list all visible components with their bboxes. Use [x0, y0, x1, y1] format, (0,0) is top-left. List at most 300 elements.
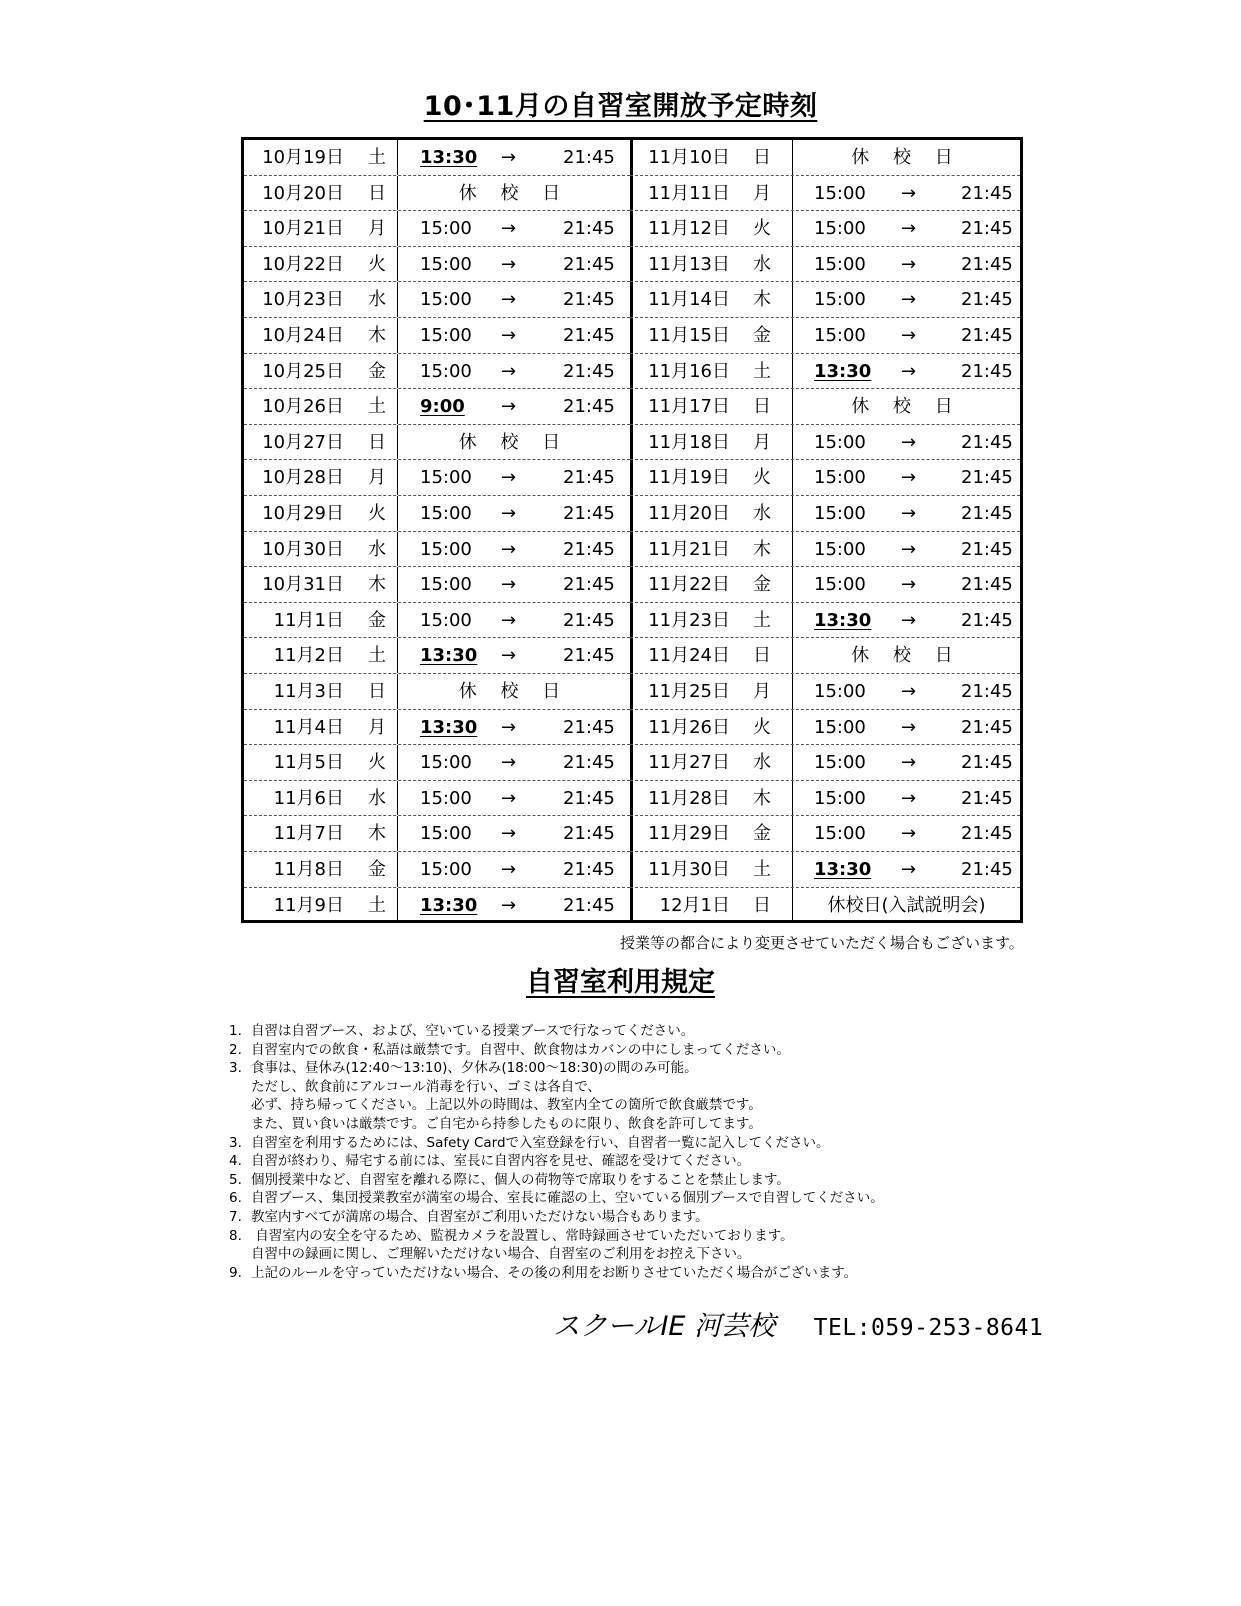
arrow: → [501, 325, 517, 346]
time-cell [792, 638, 1020, 673]
open-time: 15:00 [814, 503, 866, 524]
close-time: 21:45 [961, 787, 1013, 809]
rule-item [229, 1041, 884, 1060]
time-cell [792, 532, 1020, 567]
date-cell: 10月19日 [262, 147, 344, 168]
arrow: → [501, 609, 517, 631]
weekday-cell: 日 [753, 645, 771, 667]
date-cell: 11月29日 [648, 823, 730, 845]
open-time: 13:30 [814, 859, 872, 880]
weekday-cell: 土 [753, 609, 771, 631]
close-time: 21:45 [563, 467, 615, 489]
schedule-row [630, 176, 1020, 212]
date-cell: 10月24日 [262, 325, 344, 346]
weekday-cell: 水 [753, 503, 771, 524]
time-cell [792, 567, 1020, 602]
weekday-cell: 土 [753, 360, 771, 382]
time-cell [397, 140, 630, 175]
date-cell: 11月5日 [273, 752, 344, 774]
arrow: → [901, 716, 917, 738]
arrow: → [501, 360, 517, 382]
rule-number: 1. [229, 1023, 242, 1039]
close-time: 21:45 [563, 752, 615, 774]
schedule-row [630, 318, 1020, 354]
closed-label: 休 校 日 [458, 431, 570, 453]
arrow: → [501, 645, 517, 667]
arrow: → [901, 467, 917, 489]
schedule-row [630, 282, 1020, 318]
time-cell [397, 496, 630, 531]
arrow: → [901, 787, 917, 809]
open-time: 13:30 [420, 716, 478, 738]
weekday-cell: 日 [753, 894, 771, 916]
date-cell: 11月30日 [648, 859, 730, 880]
rule-item [229, 1096, 884, 1115]
time-cell [397, 247, 630, 282]
schedule-row [244, 816, 630, 852]
time-cell [397, 745, 630, 780]
date-cell: 11月18日 [648, 431, 730, 453]
weekday-cell: 火 [368, 503, 386, 524]
weekday-cell: 火 [753, 218, 771, 240]
closed-label: 休 校 日 [851, 396, 962, 418]
weekday-cell: 日 [753, 396, 771, 418]
closed-label: 休 校 日 [458, 681, 570, 702]
close-time: 21:45 [563, 823, 615, 845]
schedule-row [244, 781, 630, 817]
time-cell [397, 532, 630, 567]
arrow: → [901, 325, 917, 346]
close-time: 21:45 [961, 609, 1013, 631]
time-cell [397, 638, 630, 673]
date-cell: 11月9日 [273, 894, 344, 916]
rule-item [229, 1208, 884, 1227]
date-cell: 10月31日 [262, 574, 344, 596]
schedule-column-left [244, 140, 633, 920]
time-cell [397, 318, 630, 353]
close-time: 21:45 [563, 218, 615, 240]
time-cell [792, 460, 1020, 495]
time-cell [792, 425, 1020, 460]
open-time: 9:00 [420, 396, 465, 418]
rule-number: 7. [229, 1208, 242, 1225]
schedule-row [630, 888, 1020, 924]
open-time: 13:30 [420, 147, 478, 168]
close-time: 21:45 [563, 609, 615, 631]
school-name: スクールIE 河芸校 [553, 1311, 776, 1342]
schedule-row [244, 354, 630, 390]
open-time: 15:00 [814, 823, 866, 845]
date-cell: 11月20日 [648, 503, 730, 524]
schedule-row [630, 460, 1020, 496]
open-time: 15:00 [420, 859, 472, 880]
arrow: → [501, 574, 517, 596]
schedule-table [241, 137, 1023, 923]
page-title: 10･11月の自習室開放予定時刻 [423, 91, 818, 122]
schedule-row [244, 460, 630, 496]
weekday-cell: 月 [753, 182, 771, 204]
date-cell: 10月29日 [262, 503, 344, 524]
rule-number: 8. [229, 1227, 242, 1244]
weekday-cell: 金 [368, 859, 386, 880]
open-time: 13:30 [814, 609, 872, 631]
weekday-cell: 月 [368, 467, 386, 489]
arrow: → [901, 574, 917, 596]
time-cell [792, 496, 1020, 531]
date-cell: 10月27日 [262, 431, 344, 453]
arrow: → [901, 859, 917, 880]
schedule-row [244, 852, 630, 888]
arrow: → [501, 396, 517, 418]
rule-text: 自習室内での飲食・私語は厳禁です。自習中、飲食物はカバンの中にしまってください。 [251, 1041, 790, 1058]
rule-text: 自習中の録画に関し、ご理解いただけない場合、自習室のご利用をお控え下さい。 [251, 1246, 751, 1263]
time-cell [792, 603, 1020, 638]
date-cell: 11月10日 [648, 147, 730, 168]
date-cell: 10月22日 [262, 253, 344, 275]
time-cell [792, 389, 1020, 424]
weekday-cell: 月 [753, 681, 771, 702]
open-time: 13:30 [814, 360, 872, 382]
schedule-row [244, 603, 630, 639]
schedule-row [630, 425, 1020, 461]
close-time: 21:45 [961, 431, 1013, 453]
time-cell [792, 781, 1020, 816]
open-time: 15:00 [814, 752, 866, 774]
arrow: → [901, 431, 917, 453]
time-cell [397, 816, 630, 851]
weekday-cell: 木 [368, 823, 386, 845]
rule-number: 3. [229, 1060, 242, 1077]
arrow: → [901, 289, 917, 311]
schedule-row [630, 567, 1020, 603]
close-time: 21:45 [563, 325, 615, 346]
schedule-row [244, 140, 630, 176]
rule-text: 食事は、昼休み(12:40～13:10)、夕休み(18:00～18:30)の間のみ可能。 [251, 1060, 698, 1077]
weekday-cell: 水 [368, 538, 386, 560]
open-time: 15:00 [814, 538, 866, 560]
close-time: 21:45 [563, 396, 615, 418]
arrow: → [501, 467, 517, 489]
schedule-row [244, 567, 630, 603]
weekday-cell: 水 [368, 787, 386, 809]
schedule-row [244, 389, 630, 425]
rule-item [229, 1227, 884, 1246]
open-time: 15:00 [420, 218, 472, 240]
close-time: 21:45 [563, 503, 615, 524]
rule-item [229, 1134, 884, 1153]
weekday-cell: 日 [368, 431, 386, 453]
close-time: 21:45 [563, 253, 615, 275]
rule-text: 上記のルールを守っていただけない場合、その後の利用をお断りさせていただく場合がございます。 [251, 1264, 858, 1281]
closed-label: 休 校 日 [458, 182, 570, 204]
close-time: 21:45 [961, 325, 1013, 346]
arrow: → [501, 716, 517, 738]
close-time: 21:45 [961, 538, 1013, 560]
date-cell: 11月25日 [648, 681, 730, 702]
date-cell: 10月21日 [262, 218, 344, 240]
close-time: 21:45 [961, 218, 1013, 240]
schedule-row [244, 638, 630, 674]
arrow: → [501, 787, 517, 809]
rule-text: また、買い食いは厳禁です。ご自宅から持参したものに限り、飲食を許可してます。 [251, 1115, 762, 1132]
time-cell [397, 460, 630, 495]
date-cell: 11月6日 [273, 787, 344, 809]
arrow: → [501, 894, 517, 916]
weekday-cell: 水 [753, 752, 771, 774]
schedule-row [630, 852, 1020, 888]
schedule-row [244, 532, 630, 568]
time-cell [397, 603, 630, 638]
schedule-row [630, 354, 1020, 390]
time-cell [397, 852, 630, 887]
time-cell [397, 710, 630, 745]
close-time: 21:45 [563, 894, 615, 916]
close-time: 21:45 [961, 360, 1013, 382]
rule-number: 9. [229, 1264, 242, 1281]
arrow: → [901, 182, 917, 204]
weekday-cell: 木 [753, 538, 771, 560]
time-cell [792, 888, 1020, 924]
weekday-cell: 火 [368, 253, 386, 275]
schedule-row [630, 247, 1020, 283]
schedule-row [244, 496, 630, 532]
schedule-row [630, 532, 1020, 568]
time-cell [792, 852, 1020, 887]
rule-number: 3. [229, 1134, 242, 1151]
schedule-row [630, 781, 1020, 817]
arrow: → [901, 253, 917, 275]
weekday-cell: 土 [368, 396, 386, 418]
close-time: 21:45 [961, 823, 1013, 845]
close-time: 21:45 [961, 859, 1013, 880]
close-time: 21:45 [563, 787, 615, 809]
arrow: → [501, 253, 517, 275]
time-cell [792, 247, 1020, 282]
date-cell: 11月12日 [648, 218, 730, 240]
rule-item [229, 1189, 884, 1208]
rules-title: 自習室利用規定 [526, 967, 715, 998]
schedule-row [630, 389, 1020, 425]
arrow: → [501, 823, 517, 845]
date-cell: 11月22日 [648, 574, 730, 596]
open-time: 15:00 [814, 289, 866, 311]
close-time: 21:45 [563, 289, 615, 311]
open-time: 15:00 [814, 716, 866, 738]
close-time: 21:45 [961, 752, 1013, 774]
time-cell [792, 140, 1020, 175]
weekday-cell: 土 [368, 147, 386, 168]
close-time: 21:45 [563, 645, 615, 667]
date-cell: 10月20日 [262, 182, 344, 204]
closed-label: 休校日(入試説明会) [827, 894, 986, 916]
weekday-cell: 日 [368, 182, 386, 204]
arrow: → [901, 538, 917, 560]
arrow: → [901, 609, 917, 631]
rule-number: 6. [229, 1190, 242, 1207]
date-cell: 11月16日 [648, 360, 730, 382]
open-time: 15:00 [814, 431, 866, 453]
close-time: 21:45 [563, 716, 615, 738]
close-time: 21:45 [563, 859, 615, 880]
time-cell [792, 710, 1020, 745]
time-cell [792, 318, 1020, 353]
close-time: 21:45 [961, 574, 1013, 596]
arrow: → [901, 752, 917, 774]
time-cell [397, 781, 630, 816]
rule-text: 自習は自習ブース、および、空いている授業ブースで行なってください。 [251, 1023, 695, 1039]
date-cell: 12月1日 [659, 894, 730, 916]
rule-item [229, 1078, 884, 1097]
weekday-cell: 火 [753, 716, 771, 738]
date-cell: 11月4日 [273, 716, 344, 738]
rule-item [229, 1264, 884, 1283]
time-cell [397, 674, 630, 709]
date-cell: 11月21日 [648, 538, 730, 560]
rule-text: 自習ブース、集団授業教室が満室の場合、室長に確認の上、空いている個別ブースで自習してください。 [251, 1190, 884, 1207]
close-time: 21:45 [961, 681, 1013, 702]
weekday-cell: 火 [368, 752, 386, 774]
weekday-cell: 日 [753, 147, 771, 168]
rule-text: 教室内すべてが満席の場合、自習室がご利用いただけない場合もあります。 [251, 1208, 709, 1225]
date-cell: 11月14日 [648, 289, 730, 311]
schedule-row [244, 247, 630, 283]
arrow: → [501, 538, 517, 560]
rule-number: 2. [229, 1041, 242, 1058]
weekday-cell: 月 [368, 716, 386, 738]
date-cell: 11月23日 [648, 609, 730, 631]
rule-item [229, 1022, 884, 1041]
rule-text: ただし、飲食前にアルコール消毒を行い、ゴミは各自で、 [251, 1078, 601, 1095]
open-time: 15:00 [814, 467, 866, 489]
rule-item [229, 1171, 884, 1190]
time-cell [792, 745, 1020, 780]
weekday-cell: 木 [753, 289, 771, 311]
open-time: 15:00 [420, 574, 472, 596]
schedule-row [244, 176, 630, 212]
open-time: 15:00 [420, 609, 472, 631]
weekday-cell: 月 [753, 431, 771, 453]
schedule-row [630, 140, 1020, 176]
close-time: 21:45 [961, 467, 1013, 489]
date-cell: 11月15日 [648, 325, 730, 346]
arrow: → [501, 859, 517, 880]
rule-item [229, 1059, 884, 1078]
closed-label: 休 校 日 [851, 645, 962, 667]
open-time: 15:00 [420, 752, 472, 774]
time-cell [397, 425, 630, 460]
time-cell [397, 389, 630, 424]
rule-number: 5. [229, 1171, 242, 1188]
weekday-cell: 金 [753, 325, 771, 346]
close-time: 21:45 [563, 147, 615, 168]
close-time: 21:45 [563, 360, 615, 382]
schedule-row [630, 638, 1020, 674]
open-time: 15:00 [420, 325, 472, 346]
arrow: → [501, 147, 517, 168]
time-cell [792, 211, 1020, 246]
close-time: 21:45 [563, 574, 615, 596]
arrow: → [901, 823, 917, 845]
rule-text: 個別授業中など、自習室を離れる際に、個人の荷物等で席取りをすることを禁止します。 [251, 1171, 790, 1188]
date-cell: 10月28日 [262, 467, 344, 489]
open-time: 15:00 [814, 182, 866, 204]
open-time: 13:30 [420, 645, 478, 667]
rule-item [229, 1245, 884, 1264]
schedule-row [244, 888, 630, 924]
weekday-cell: 土 [368, 645, 386, 667]
time-cell [792, 816, 1020, 851]
time-cell [397, 888, 630, 924]
arrow: → [901, 503, 917, 524]
open-time: 15:00 [814, 325, 866, 346]
schedule-row [244, 318, 630, 354]
rule-item [229, 1115, 884, 1134]
open-time: 15:00 [420, 289, 472, 311]
schedule-row [630, 745, 1020, 781]
schedule-row [630, 710, 1020, 746]
time-cell [792, 176, 1020, 211]
date-cell: 10月23日 [262, 289, 344, 311]
date-cell: 11月28日 [648, 787, 730, 809]
date-cell: 11月2日 [273, 645, 344, 667]
schedule-row [630, 603, 1020, 639]
arrow: → [501, 752, 517, 774]
time-cell [397, 567, 630, 602]
weekday-cell: 木 [753, 787, 771, 809]
time-cell [397, 354, 630, 389]
date-cell: 11月7日 [273, 823, 344, 845]
weekday-cell: 金 [368, 360, 386, 382]
rule-text: 自習室を利用するためには、Safety Cardで入室登録を行い、自習者一覧に記入してください。 [251, 1134, 830, 1151]
open-time: 15:00 [420, 503, 472, 524]
schedule-row [244, 710, 630, 746]
date-cell: 10月30日 [262, 538, 344, 560]
date-cell: 10月25日 [262, 360, 344, 382]
closed-label: 休 校 日 [851, 147, 962, 168]
close-time: 21:45 [961, 289, 1013, 311]
time-cell [397, 282, 630, 317]
open-time: 15:00 [420, 253, 472, 275]
weekday-cell: 木 [368, 325, 386, 346]
rule-text: 必ず、持ち帰ってください。上記以外の時間は、教室内全ての箇所で飲食厳禁です。 [251, 1097, 762, 1114]
schedule-row [630, 496, 1020, 532]
arrow: → [901, 360, 917, 382]
weekday-cell: 木 [368, 574, 386, 596]
arrow: → [901, 218, 917, 240]
date-cell: 11月1日 [273, 609, 344, 631]
open-time: 15:00 [814, 574, 866, 596]
rules-list [229, 1022, 884, 1282]
rule-number: 4. [229, 1153, 242, 1170]
weekday-cell: 金 [368, 609, 386, 631]
date-cell: 11月19日 [648, 467, 730, 489]
weekday-cell: 月 [368, 218, 386, 240]
open-time: 15:00 [420, 467, 472, 489]
time-cell [397, 176, 630, 211]
open-time: 15:00 [814, 253, 866, 275]
schedule-note: 授業等の都合により変更させていただく場合もございます。 [620, 934, 1024, 952]
time-cell [792, 354, 1020, 389]
open-time: 15:00 [814, 681, 866, 702]
arrow: → [501, 503, 517, 524]
schedule-row [244, 282, 630, 318]
weekday-cell: 水 [753, 253, 771, 275]
close-time: 21:45 [961, 503, 1013, 524]
close-time: 21:45 [563, 538, 615, 560]
open-time: 13:30 [420, 894, 478, 916]
schedule-row [630, 211, 1020, 247]
weekday-cell: 火 [753, 467, 771, 489]
